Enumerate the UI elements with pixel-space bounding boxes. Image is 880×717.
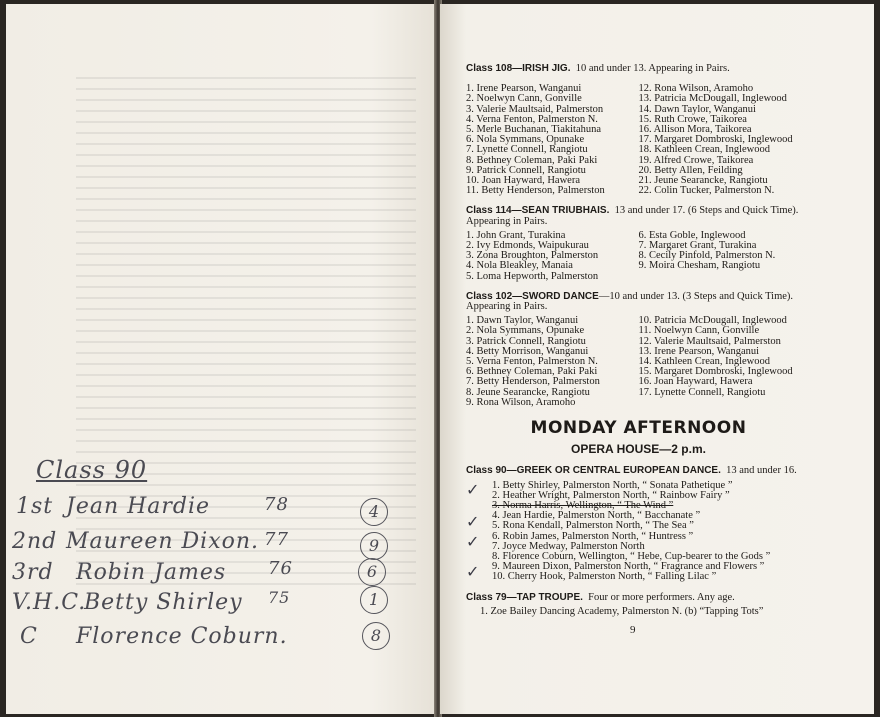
programme-content [466,64,811,627]
list-item: 10. Patricia McDougall, Inglewood [638,315,787,327]
right-page [440,4,874,714]
list-item: 3. Patrick Connell, Rangiotu [466,335,586,347]
list-item: 1. Zoe Bailey Dancing Academy, Palmerston N. (b) “Tapping Tots” [480,605,764,617]
result-place-3: 3rd [12,560,54,585]
result-score-3: 76 [268,558,293,579]
list-item: 6. Robin James, Palmerston North, “ Huntress ” [492,530,694,542]
check-mark-icon: ✓ [466,514,480,531]
result-order-5: 8 [362,622,390,650]
list-item: 2. Heather Wright, Palmerston North, “ Rainbow Fairy ” [492,489,730,501]
list-item: 4. Verna Fenton, Palmerston N. [466,113,598,125]
list-item: 16. Allison Mora, Taikorea [638,124,752,136]
result-name-4: Betty Shirley [84,590,243,615]
result-order-3: 6 [358,558,386,586]
class-114-col-2 [639,231,812,282]
class-79-heading: Class 79—TAP TROUPE. Four or more performers. Any age. [466,591,735,603]
list-item: 3. Norma Harris, Wellington, “ The Wind ” [492,499,674,511]
list-item: 12. Valerie Maultsaid, Palmerston [638,335,781,347]
list-item: 9. Moira Chesham, Rangiotu [638,260,761,272]
result-score-2: 77 [264,529,289,550]
left-page [6,4,436,714]
list-item: 13. Patricia McDougall, Inglewood [638,93,787,105]
list-item: 19. Alfred Crowe, Taikorea [638,154,754,166]
list-item: 4. Jean Hardie, Palmerston North, “ Bacchanate ” [492,510,701,522]
result-name-1: Jean Hardie [66,494,211,519]
list-item: 11. Noelwyn Cann, Gonville [638,325,760,337]
list-item: 5. Loma Hepworth, Palmerston [466,270,599,282]
list-item: 17. Lynette Connell, Rangiotu [638,386,766,398]
list-item: 9. Rona Wilson, Aramoho [466,396,576,408]
list-item: 18. Kathleen Crean, Inglewood [638,144,771,156]
class-102-block [466,292,811,408]
list-item: 7. Lynette Connell, Rangiotu [466,144,588,156]
list-item: 12. Rona Wilson, Aramoho [638,83,754,95]
list-item: 16. Joan Hayward, Hawera [638,376,753,388]
check-mark-icon: ✓ [466,564,480,581]
list-item: 7. Betty Henderson, Palmerston [466,376,600,388]
check-mark-icon: ✓ [466,534,480,551]
result-name-5: Florence Coburn. [76,624,288,649]
list-item: 2. Ivy Edmonds, Waipukurau [466,240,589,252]
list-item: 17. Margaret Dombroski, Inglewood [638,134,793,146]
list-item: 11. Betty Henderson, Palmerston [466,185,605,197]
list-item: 10. Cherry Hook, Palmerston North, “ Falling Lilac ” [492,571,717,583]
page-number: 9 [630,624,636,636]
class-108-col-1 [466,84,639,196]
class-102-col-1 [466,316,639,408]
result-name-3: Robin James [76,560,227,585]
class-90-block [466,466,811,582]
list-item: 1. John Grant, Turakina [466,229,566,241]
list-item: 10. Joan Hayward, Hawera [466,175,580,187]
result-place-5: C [20,624,38,649]
result-order-4: 1 [360,586,388,614]
result-name-2: Maureen Dixon. [66,529,260,554]
result-place-2: 2nd [12,529,58,554]
list-item: 15. Margaret Dombroski, Inglewood [638,366,793,378]
list-item: 8. Florence Coburn, Wellington, “ Hebe, Cup-bearer to the Gods ” [492,550,771,562]
class-108-col-2 [639,84,812,196]
list-item: 1. Irene Pearson, Wanganui [466,83,582,95]
class-90-entries [466,481,811,583]
list-item: 20. Betty Allen, Feilding [638,164,743,176]
list-item: 9. Patrick Connell, Rangiotu [466,164,586,176]
class-114-col-1 [466,231,639,282]
list-item: 6. Nola Symmans, Opunake [466,134,585,146]
list-item: 7. Joyce Medway, Palmerston North [492,540,645,552]
result-place-1: 1st [16,494,54,519]
list-item: 7. Margaret Grant, Turakina [638,240,757,252]
session-heading: MONDAY AFTERNOON [530,418,747,439]
result-place-4: V.H.C. [12,590,87,615]
result-order-1: 4 [360,498,388,526]
list-item: 6. Esta Goble, Inglewood [638,229,746,241]
class-102-heading: Class 102—SWORD DANCE—10 and under 13. (3 Steps and Quick Time). Appearing in Pairs. [466,290,794,313]
class-114-block [466,206,811,281]
list-item: 15. Ruth Crowe, Taikorea [638,113,747,125]
list-item: 14. Dawn Taylor, Wanganui [638,103,756,115]
class-79-entries [466,607,811,617]
list-item: 9. Maureen Dixon, Palmerston North, “ Fragrance and Flowers ” [492,561,765,573]
class-108-block [466,64,811,196]
list-item: 2. Noelwyn Cann, Gonville [466,93,582,105]
class-114-heading: Class 114—SEAN TRIUBHAIS. 13 and under 17. (6 Steps and Quick Time). Appearing in Pairs. [466,205,799,227]
list-item: 1. Betty Shirley, Palmerston North, “ Sonata Pathetique ” [492,479,733,491]
list-item: 22. Colin Tucker, Palmerston N. [638,185,775,197]
list-item: 3. Zona Broughton, Palmerston [466,250,599,262]
list-item: 13. Irene Pearson, Wanganui [638,345,760,357]
list-item: 8. Jeune Searancke, Rangiotu [466,386,590,398]
result-order-2: 9 [360,532,388,560]
handwritten-heading: Class 90 [36,456,148,484]
list-item: 6. Bethney Coleman, Paki Paki [466,366,598,378]
list-item: 4. Nola Bleakley, Manaia [466,260,573,272]
class-79-block [466,593,811,617]
list-item: 8. Cecily Pinfold, Palmerston N. [638,250,776,262]
check-mark-icon: ✓ [466,482,480,499]
result-score-1: 78 [264,494,289,515]
list-item: 4. Betty Morrison, Wanganui [466,345,589,357]
list-item: 1. Dawn Taylor, Wanganui [466,315,579,327]
result-score-4: 75 [268,588,291,607]
class-90-heading: Class 90—GREEK OR CENTRAL EUROPEAN DANCE. 13 and under 16. [466,465,797,477]
venue-heading: OPERA HOUSE—2 p.m. [571,442,706,457]
list-item: 8. Bethney Coleman, Paki Paki [466,154,598,166]
list-item: 2. Nola Symmans, Opunake [466,325,585,337]
list-item: 5. Merle Buchanan, Tiakitahuna [466,124,602,136]
list-item: 3. Valerie Maultsaid, Palmerston [466,103,604,115]
list-item: 5. Verna Fenton, Palmerston N. [466,356,598,368]
class-108-heading: Class 108—IRISH JIG. 10 and under 13. Appearing in Pairs. [466,63,730,74]
list-item: 14. Kathleen Crean, Inglewood [638,356,771,368]
class-102-col-2 [639,316,812,408]
list-item: 5. Rona Kendall, Palmerston North, “ The Sea ” [492,520,694,532]
list-item: 21. Jeune Searancke, Rangiotu [638,175,768,187]
